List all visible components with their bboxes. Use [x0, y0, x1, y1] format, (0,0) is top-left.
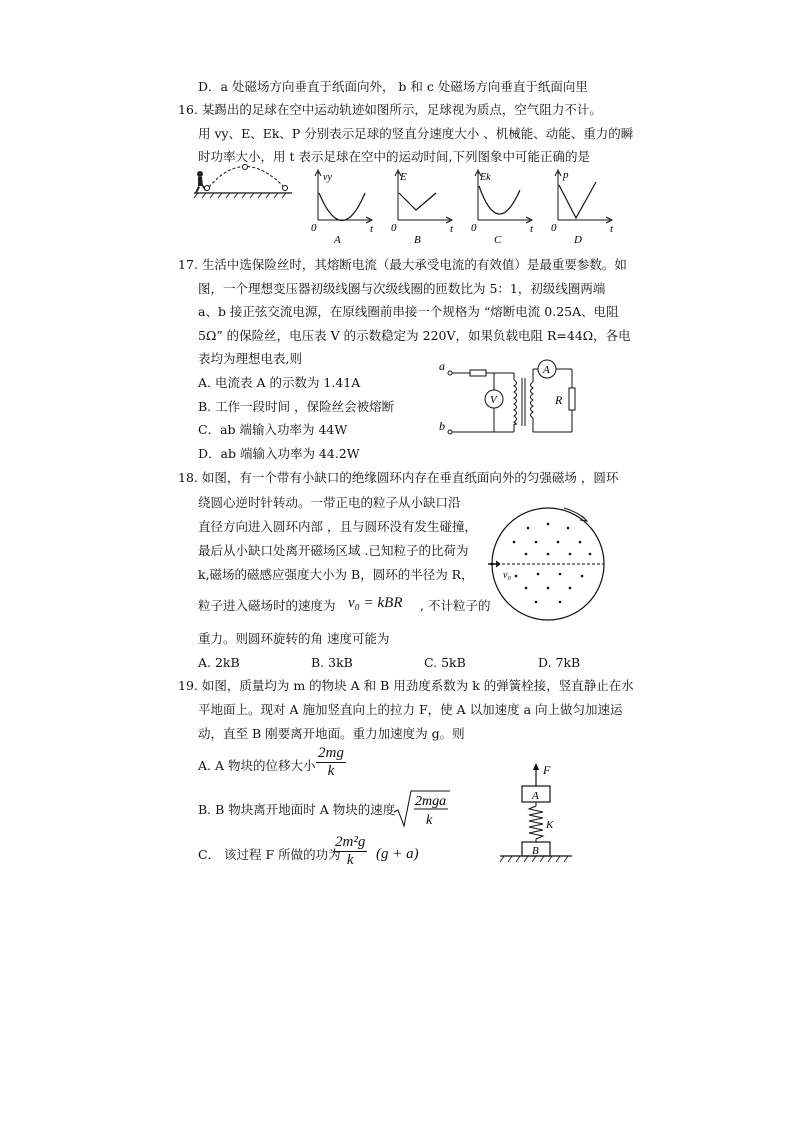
graph-b-letter: B	[414, 234, 421, 246]
q19-option-c: C． 该过程 F 所做的功为	[198, 847, 341, 862]
q17-option-d: D．ab 端输入功率为 44.2W	[198, 446, 360, 461]
q19-option-c-numerator: 2m²g	[335, 834, 366, 850]
graph-a-yaxis-label: vy	[323, 172, 332, 183]
q15-option-d: D．a 处磁场方向垂直于纸面向外， b 和 c 处磁场方向垂直于纸面向里	[198, 79, 588, 94]
q17-option-a: A. 电流表 A 的示数为 1.41A	[198, 375, 361, 390]
resistor-label: R	[555, 393, 563, 407]
q19-option-c-fraction	[333, 834, 367, 869]
q19-stem-line3: 动，直至 B 刚要离开地面。重力加速度为 g。则	[198, 726, 465, 741]
spring	[529, 806, 543, 839]
q18-stem-line6-prefix: 粒子进入磁场时的速度为	[198, 598, 336, 613]
q16-stem-line1: 16. 某踢出的足球在空中运动轨迹如图所示，足球视为质点，空气阻力不计。	[178, 102, 602, 117]
graph-c-origin: 0	[471, 222, 477, 234]
q18-velocity-formula: v₀ = kBR	[348, 595, 403, 611]
q19-option-b-sqrt	[392, 788, 452, 830]
graph-b-origin: 0	[391, 222, 397, 234]
q18-stem-line7: 重力。则圆环旋转的角 速度可能为	[198, 631, 390, 646]
graph-c-yaxis-label: Ek	[480, 172, 491, 183]
spring-block-diagram	[496, 762, 576, 864]
primary-coil	[514, 380, 517, 424]
graph-b-yaxis-label: E	[400, 171, 407, 183]
graph-a-letter: A	[334, 234, 341, 246]
spring-label: K	[546, 819, 554, 831]
q17-stem-line1: 17. 生活中选保险丝时，其熔断电流（最大承受电流的有效值）是最重要参数。如	[178, 257, 627, 272]
voltmeter-label: V	[490, 394, 497, 406]
graph-a	[308, 168, 378, 248]
initial-velocity-label: v₀	[503, 570, 511, 581]
block-a-label: A	[532, 790, 539, 802]
q17-option-b: B. 工作一段时间 ，保险丝会被熔断	[198, 399, 395, 414]
q17-option-c: C．ab 端输入功率为 44W	[198, 422, 348, 437]
graph-b-curve	[399, 193, 436, 210]
graph-b-xaxis-label: t	[450, 223, 454, 235]
q18-stem-line6-suffix: , 不计粒子的	[420, 598, 491, 613]
q19-option-a-numerator: 2mg	[318, 745, 344, 761]
q18-stem-line5: k,磁场的磁感应强度大小为 B，圆环的半径为 R，	[198, 567, 474, 582]
q19-option-b-numerator: 2mga	[415, 794, 447, 809]
terminal-a-label: a	[439, 359, 445, 373]
transformer-circuit-diagram	[436, 358, 582, 436]
upward-force-arrow-icon	[533, 763, 539, 770]
q18-stem-line4: 最后从小缺口处离开磁场区域 .已知粒子的比荷为	[198, 543, 469, 558]
terminal-b-label: b	[439, 419, 445, 433]
graph-a-xaxis-label: t	[370, 223, 374, 235]
graph-d-origin: 0	[551, 222, 557, 234]
q19-option-a-fraction	[316, 745, 346, 780]
graph-c-xaxis-label: t	[530, 223, 534, 235]
q17-stem-line2: 图，一个理想变压器初级线圈与次级线圈的匝数比为 5：1，初级线圈两端	[198, 281, 606, 296]
q18-stem-line3: 直径方向进入圆环内部 ，且与圆环没有发生碰撞，	[198, 519, 477, 534]
graph-d-xaxis-label: t	[610, 223, 614, 235]
q19-option-a-denominator: k	[327, 763, 335, 779]
q17-stem-line4: 5Ω” 的保险丝，电压表 V 的示数稳定为 220V，如果负载电阻 R=44Ω，各电	[198, 328, 631, 343]
graph-a-origin: 0	[311, 222, 317, 234]
load-resistor	[569, 388, 575, 410]
q17-stem-line5: 表均为理想电表,则	[198, 351, 302, 366]
block-b-label: B	[532, 845, 539, 857]
q18-option-d: D. 7kB	[538, 655, 581, 670]
ammeter-label: A	[543, 364, 550, 376]
q19-stem-line2: 平地面上。现对 A 施加竖直向上的拉力 F，使 A 以加速度 a 向上做匀加速运	[198, 702, 623, 717]
q18-option-a: A. 2kB	[198, 655, 240, 670]
q18-stem-line1: 18. 如图，有一个带有小缺口的绝缘圆环内存在垂直纸面向外的匀强磁场 ，圆环	[178, 470, 619, 485]
graph-c-curve	[479, 186, 520, 214]
graph-c-letter: C	[494, 234, 502, 246]
q19-stem-line1: 19. 如图，质量均为 m 的物块 A 和 B 用劲度系数为 k 的弹簧栓接，竖直静止在水	[178, 678, 634, 693]
q17-stem-line3: a、b 接正弦交流电源，在原线圈前串接一个规格为 “熔断电流 0.25A、电阻	[198, 304, 619, 319]
fuse	[470, 370, 486, 376]
secondary-coil	[531, 382, 534, 418]
q19-option-b: B. B 物块离开地面时 A 物块的速度	[198, 802, 396, 817]
q19-option-c-tail: (g + a)	[376, 846, 419, 862]
q19-option-a: A. A 物块的位移大小	[198, 758, 316, 773]
q19-option-c-denominator: k	[346, 852, 354, 868]
q16-stem-line2: 用 vy、E、Ek、P 分别表示足球的竖直分速度大小 、机械能、动能、重力的瞬	[198, 126, 634, 141]
graph-b	[388, 168, 458, 248]
graph-d-yaxis-label: p	[563, 169, 569, 181]
graph-a-curve	[319, 193, 365, 221]
football-trajectory-figure	[192, 160, 302, 200]
q18-stem-line2: 绕圆心逆时针转动。一带正电的粒子从小缺口沿	[198, 495, 461, 510]
q16-stem-line3: 时功率大小，用 t 表示足球在空中的运动时间,下列图象中可能正确的是	[198, 149, 590, 164]
q18-option-b: B. 3kB	[311, 655, 353, 670]
ring-magnetic-field-diagram	[486, 498, 614, 628]
q19-option-b-denominator: k	[426, 813, 433, 828]
graph-d-letter: D	[574, 234, 582, 246]
graph-d-curve	[559, 182, 596, 218]
force-label: F	[543, 763, 551, 777]
graph-c	[468, 168, 538, 248]
q18-option-c: C. 5kB	[424, 655, 466, 670]
graph-d	[548, 168, 618, 248]
